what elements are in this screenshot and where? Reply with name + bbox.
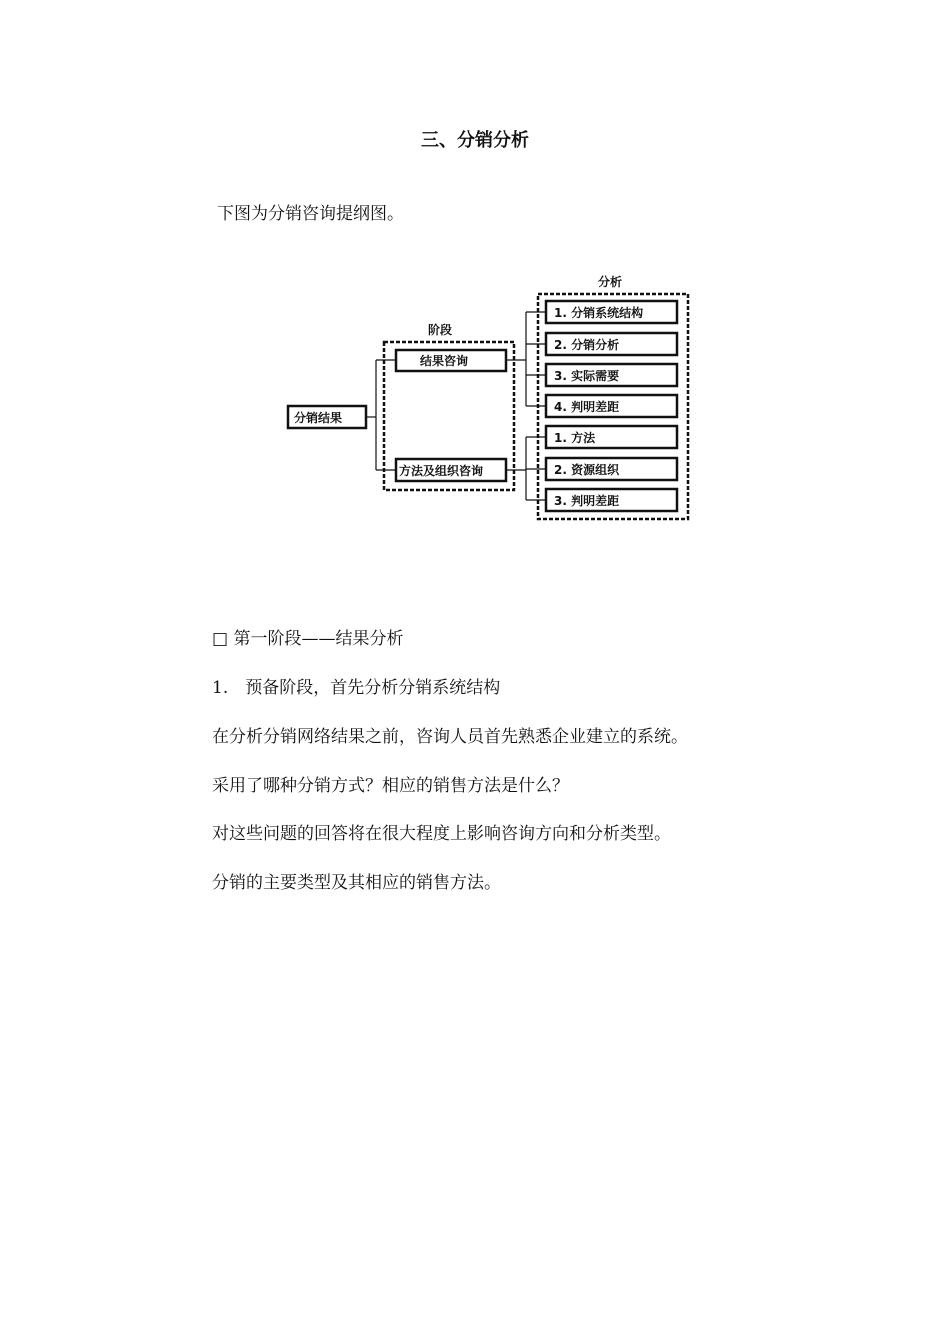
paragraph: 分销的主要类型及其相应的销售方法。 [212,873,501,893]
paragraph: 采用了哪种分销方式？相应的销售方法是什么？ [212,776,569,796]
stage-label-1: 结果咨询 [420,354,469,368]
stage-label: 阶段 [428,323,453,337]
distribution-outline-diagram [280,266,700,528]
stage-label-2: 方法及组织咨询 [399,464,484,478]
analysis-item-label: 2. 分销分析 [554,338,620,352]
analysis-item-5 [546,426,677,448]
analysis-item-1 [546,301,677,323]
root-label: 分销结果 [294,411,343,425]
root-node [288,406,366,428]
paragraph: 对这些问题的回答将在很大程度上影响咨询方向和分析类型。 [212,824,671,844]
analysis-item-label: 3. 判明差距 [554,494,620,508]
analysis-item-label: 1. 分销系统结构 [554,306,644,320]
analysis-label: 分析 [598,275,623,289]
section-heading: □ 第一阶段——结果分析 [212,629,404,649]
stage-node-1 [396,350,506,371]
analysis-item-2 [546,333,677,355]
step-heading: 1. 预备阶段，首先分析分销系统结构 [212,678,501,698]
analysis-item-label: 2. 资源组织 [554,463,620,477]
paragraph: 在分析分销网络结果之前，咨询人员首先熟悉企业建立的系统。 [212,727,688,747]
analysis-item-label: 1. 方法 [554,431,596,445]
analysis-item-3 [546,364,677,386]
analysis-item-6 [546,458,677,480]
intro-text: 下图为分销咨询提纲图。 [217,204,404,224]
page-title: 三、分销分析 [421,130,529,151]
analysis-item-7 [546,489,677,511]
analysis-item-label: 3. 实际需要 [554,369,620,383]
analysis-item-4 [546,395,677,417]
analysis-item-label: 4. 判明差距 [554,400,620,414]
stage-node-2 [396,459,506,481]
